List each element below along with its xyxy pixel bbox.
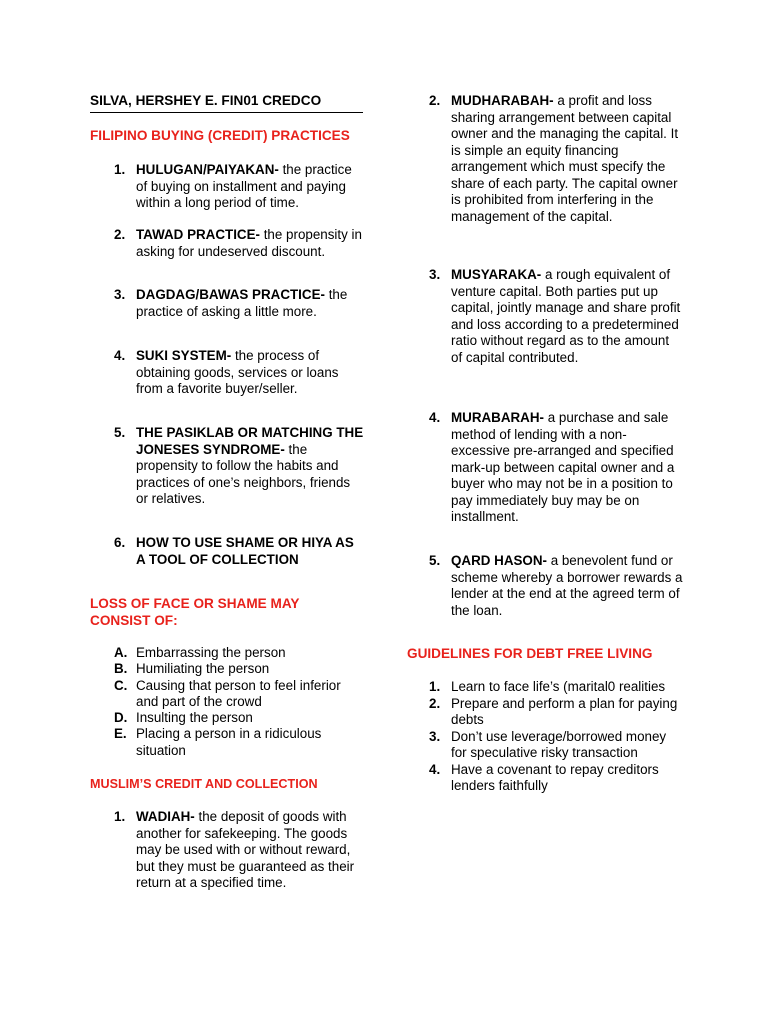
item-number: 1. bbox=[114, 809, 126, 824]
item-definition: a purchase and sale method of lending with a non-excessive pre-arranged and specified mark-up between capital owner and a buyer who may not be in a position to pay immediately buy may be on installment. bbox=[451, 410, 675, 524]
list-item bbox=[114, 661, 364, 677]
list-item bbox=[429, 93, 683, 225]
document-header: SILVA, HERSHEY E. FIN01 CREDCO bbox=[90, 93, 363, 113]
item-term: WADIAH- bbox=[136, 809, 195, 824]
section-title-guidelines: GUIDELINES FOR DEBT FREE LIVING bbox=[407, 646, 653, 661]
item-definition: the practice of asking a little more. bbox=[136, 287, 348, 319]
item-term: TAWAD PRACTICE- bbox=[136, 227, 260, 242]
item-definition: a benevolent fund or scheme whereby a borrower rewards a lender at the end at the agreed term of the loan. bbox=[451, 553, 683, 618]
item-number: 3. bbox=[429, 728, 441, 744]
item-number: 3. bbox=[114, 287, 126, 302]
item-letter: D. bbox=[114, 710, 128, 726]
item-text: Embarrassing the person bbox=[136, 645, 286, 660]
list-item bbox=[114, 162, 364, 212]
item-term: MUSYARAKA- bbox=[451, 267, 542, 282]
item-text: Learn to face life’s (marital0 realities bbox=[451, 679, 666, 694]
list-item bbox=[114, 287, 364, 320]
item-number: 4. bbox=[429, 410, 441, 425]
item-definition: the process of obtaining goods, services or loans from a favorite buyer/seller. bbox=[136, 348, 339, 396]
item-term: THE PASIKLAB OR MATCHING THE JONESES SYNDROME- bbox=[136, 425, 364, 457]
item-number: 2. bbox=[114, 227, 126, 242]
item-definition: a rough equivalent of venture capital. Both parties put up capital, jointly manage and share profit and loss according to a predetermined ratio without regard as to the amount of capital contributed. bbox=[451, 267, 681, 365]
list-item bbox=[114, 227, 364, 260]
item-number: 4. bbox=[429, 761, 441, 777]
item-number: 5. bbox=[429, 553, 441, 568]
item-text: Have a covenant to repay creditors lenders faithfully bbox=[451, 761, 659, 793]
guideline-list bbox=[429, 679, 683, 795]
section-title-muslim: MUSLIM’S CREDIT AND COLLECTION bbox=[90, 777, 318, 791]
item-text: Insulting the person bbox=[136, 710, 253, 726]
section-title-loss-of-face: LOSS OF FACE OR SHAME MAY CONSIST OF: bbox=[90, 596, 300, 628]
item-definition: the deposit of goods with another for safekeeping. The goods may be used with or without reward, but they must be guaranteed as their return at a specified time. bbox=[136, 809, 355, 890]
list-item bbox=[429, 696, 683, 729]
item-definition: a profit and loss sharing arrangement between capital owner and the managing the capital. It is simple an equity financing arrangement which must specify the share of each party. The capital owner is prohibited from interfering in the management of the capital. bbox=[451, 93, 679, 224]
list-item bbox=[429, 679, 683, 696]
item-number: 3. bbox=[429, 267, 441, 282]
item-number: 1. bbox=[429, 679, 441, 694]
list-item bbox=[114, 726, 364, 759]
item-number: 1. bbox=[114, 162, 126, 177]
item-letter: C. bbox=[114, 677, 128, 693]
item-text: Causing that person to feel inferior and part of the crowd bbox=[136, 677, 341, 709]
list-item bbox=[114, 348, 364, 398]
item-number: 2. bbox=[429, 695, 441, 711]
list-item bbox=[429, 729, 683, 762]
item-letter: A. bbox=[114, 645, 128, 660]
item-text: Don’t use leverage/borrowed money for speculative risky transaction bbox=[451, 728, 667, 760]
item-definition: the practice of buying on installment and paying within a long period of time. bbox=[136, 162, 352, 210]
item-term: HOW TO USE SHAME OR HIYA AS A TOOL OF COLLECTION bbox=[136, 535, 354, 567]
list-item bbox=[114, 645, 364, 661]
item-number: 4. bbox=[114, 348, 126, 363]
list-item bbox=[114, 710, 364, 726]
item-term: MUDHARABAH- bbox=[451, 93, 554, 108]
list-item bbox=[429, 762, 683, 795]
letter-list bbox=[114, 645, 364, 759]
item-term: QARD HASON- bbox=[451, 553, 547, 568]
list-item bbox=[114, 678, 364, 711]
list-item bbox=[429, 267, 683, 366]
item-text: Prepare and perform a plan for paying debts bbox=[451, 695, 678, 727]
item-term: MURABARAH- bbox=[451, 410, 544, 425]
section-title-filipino: FILIPINO BUYING (CREDIT) PRACTICES bbox=[90, 128, 350, 143]
item-letter: E. bbox=[114, 726, 127, 742]
list-item bbox=[429, 553, 683, 619]
item-number: 2. bbox=[429, 93, 441, 108]
item-number: 6. bbox=[114, 535, 126, 550]
item-definition: the propensity in asking for undeserved discount. bbox=[136, 227, 362, 259]
item-term: DAGDAG/BAWAS PRACTICE- bbox=[136, 287, 325, 302]
item-letter: B. bbox=[114, 661, 128, 677]
item-text: Placing a person in a ridiculous situation bbox=[136, 726, 322, 758]
list-item bbox=[114, 535, 364, 568]
item-text: Humiliating the person bbox=[136, 661, 270, 677]
item-term: HULUGAN/PAIYAKAN- bbox=[136, 162, 279, 177]
item-term: SUKI SYSTEM- bbox=[136, 348, 232, 363]
list-item bbox=[429, 410, 683, 526]
list-item bbox=[114, 809, 366, 892]
item-definition: the propensity to follow the habits and practices of one’s neighbors, friends or relatives. bbox=[136, 441, 351, 506]
item-number: 5. bbox=[114, 425, 126, 440]
list-item bbox=[114, 425, 364, 508]
